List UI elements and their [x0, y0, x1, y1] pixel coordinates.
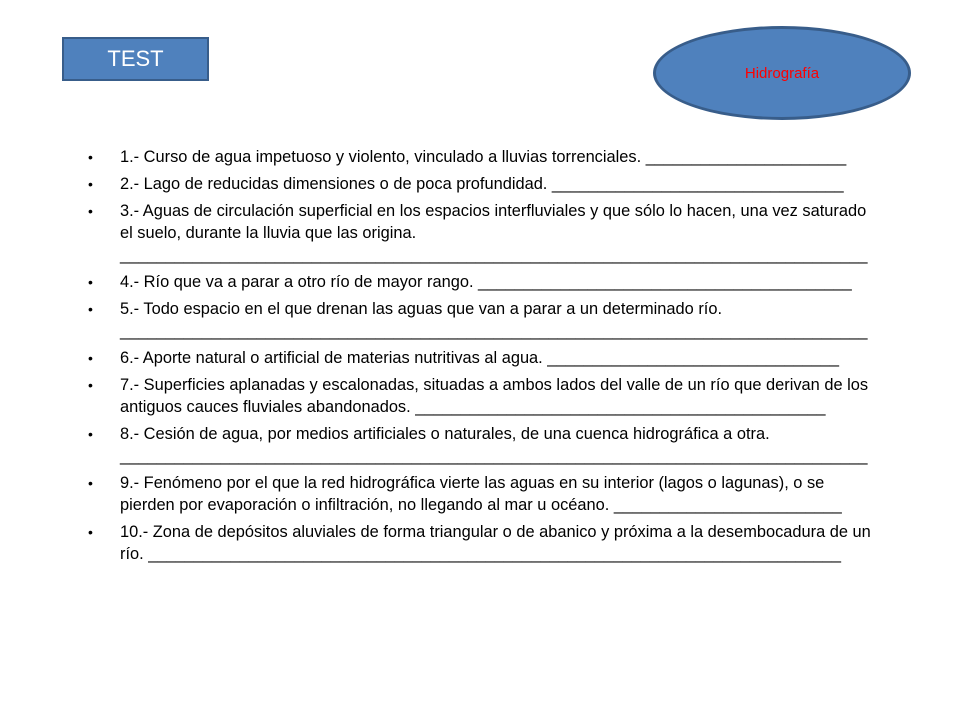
test-title: TEST [107, 46, 164, 71]
question-item [84, 472, 874, 516]
bullet-icon: • [88, 524, 93, 540]
bullet-icon: • [88, 426, 93, 442]
question-text: 3.- Aguas de circulación superficial en los espacios interfluviales y que sólo lo hacen, una vez saturado el suelo, durante la lluvia que las origina. __________________________________________________________________________________ [120, 202, 868, 264]
bullet-icon: • [88, 377, 93, 393]
question-item [84, 173, 874, 195]
question-list [84, 146, 874, 570]
question-text: 8.- Cesión de agua, por medios artificiales o naturales, de una cuenca hidrográfica a otra. __________________________________________________________________________________ [120, 425, 868, 465]
question-text: 2.- Lago de reducidas dimensiones o de poca profundidad. ________________________________ [120, 175, 844, 193]
bullet-icon: • [88, 274, 93, 290]
question-item [84, 271, 874, 293]
topic-label: Hidrografía [744, 64, 820, 82]
topic-oval [653, 26, 911, 120]
question-text: 9.- Fenómeno por el que la red hidrográfica vierte las aguas en su interior (lagos o lagunas), o se pierden por evaporación o infiltración, no llegando al mar u océano. _________________________ [120, 474, 842, 514]
question-text: 4.- Río que va a parar a otro río de mayor rango. _________________________________________ [120, 273, 852, 291]
question-item [84, 521, 874, 565]
bullet-icon: • [88, 176, 93, 192]
bullet-icon: • [88, 350, 93, 366]
bullet-icon: • [88, 475, 93, 491]
question-text: 7.- Superficies aplanadas y escalonadas, situadas a ambos lados del valle de un río que derivan de los antiguos cauces fluviales abandonados. _____________________________________________ [120, 376, 869, 416]
question-item [84, 146, 874, 168]
question-text: 5.- Todo espacio en el que drenan las aguas que van a parar a un determinado río. __________________________________________________________________________________ [120, 300, 868, 340]
test-title-box [62, 37, 209, 81]
bullet-icon: • [88, 149, 93, 165]
bullet-icon: • [88, 203, 93, 219]
question-text: 6.- Aporte natural o artificial de materias nutritivas al agua. ________________________________ [120, 349, 839, 367]
question-text: 10.- Zona de depósitos aluviales de forma triangular o de abanico y próxima a la desembocadura de un río. ____________________________________________________________________________ [120, 523, 871, 563]
question-item [84, 374, 874, 418]
question-item [84, 347, 874, 369]
bullet-icon: • [88, 301, 93, 317]
question-text: 1.- Curso de agua impetuoso y violento, vinculado a lluvias torrenciales. ______________________ [120, 148, 847, 166]
question-item [84, 298, 874, 342]
question-item [84, 423, 874, 467]
question-item [84, 200, 874, 266]
